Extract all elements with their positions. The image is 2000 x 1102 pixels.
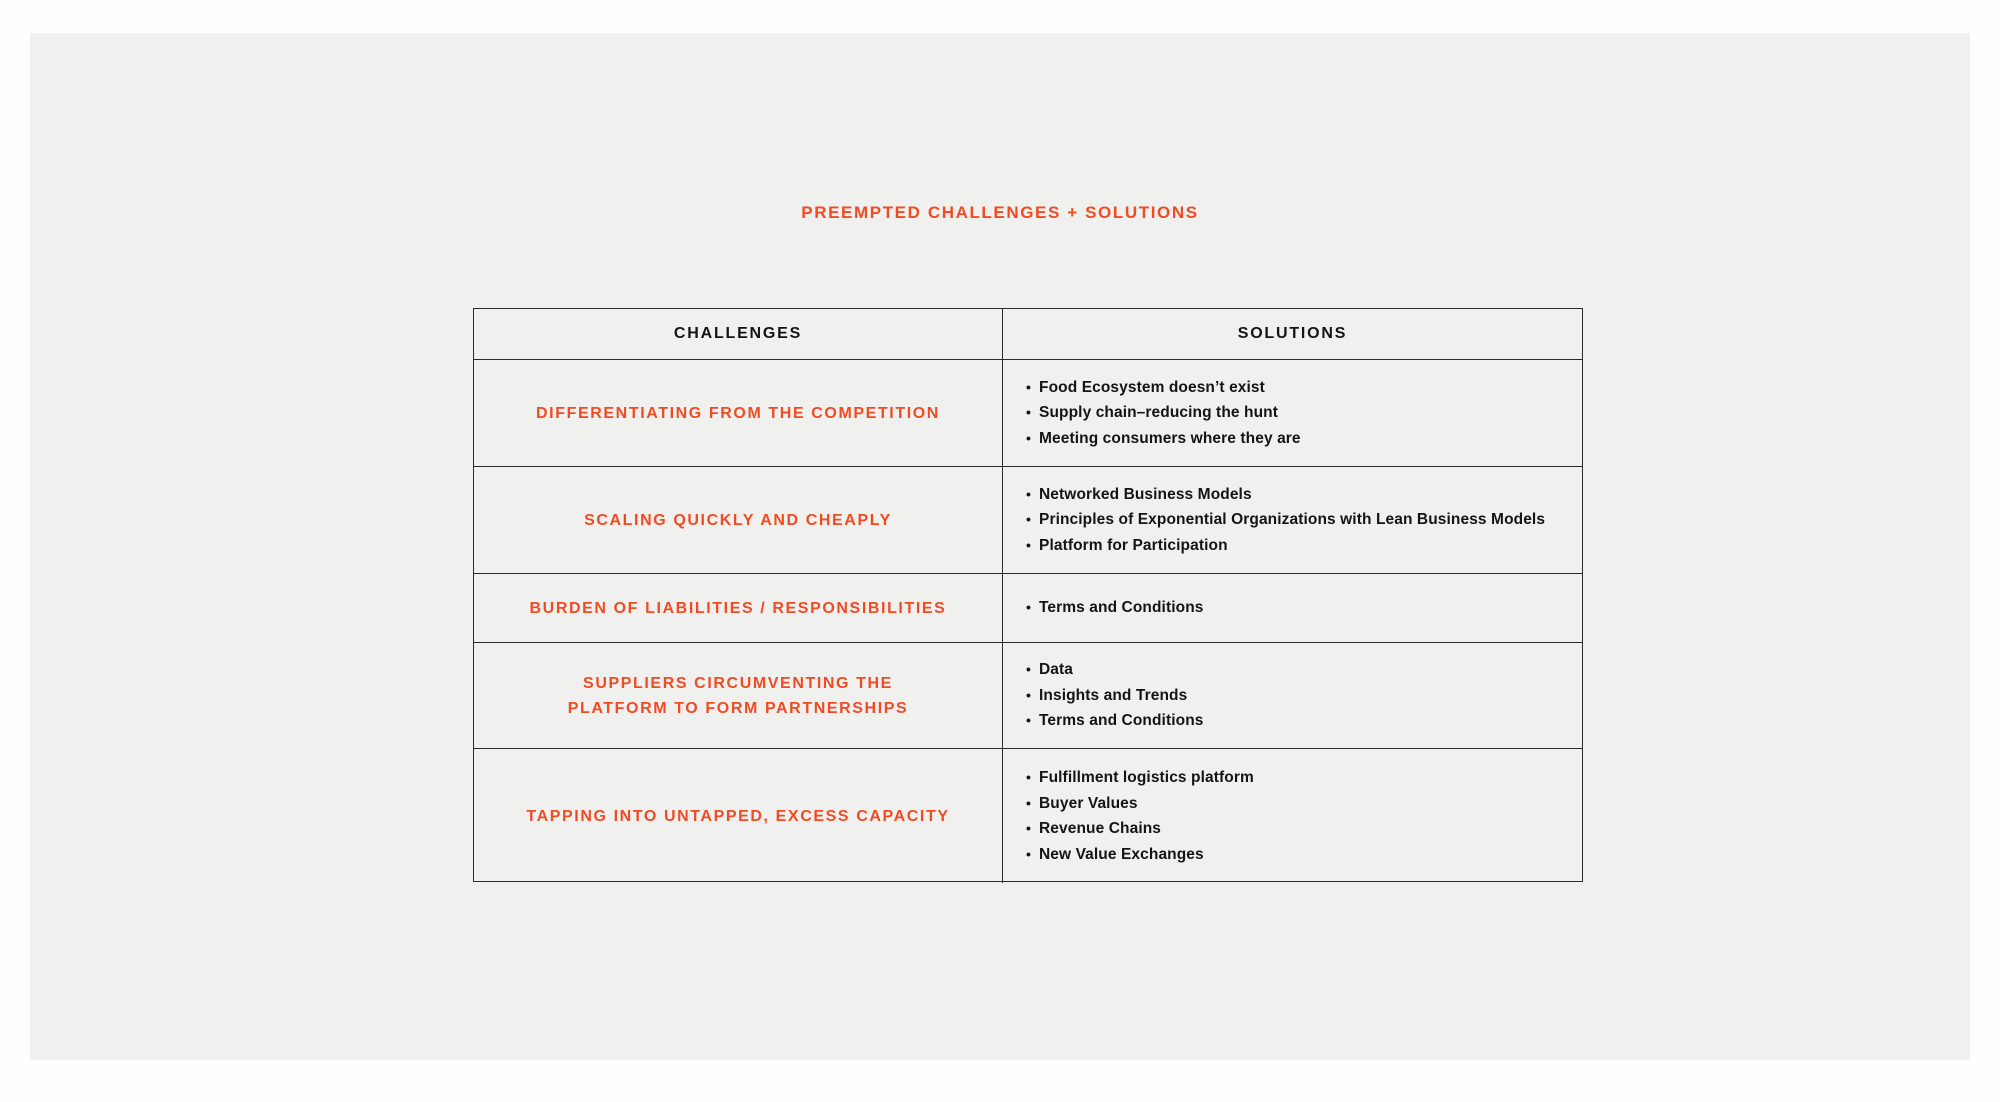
bullet-icon: •: [1026, 404, 1032, 421]
solution-text: Fulfillment logistics platform: [1039, 769, 1254, 786]
challenge-cell: [474, 643, 1003, 749]
bullet-icon: •: [1026, 712, 1032, 729]
bullet-icon: •: [1026, 378, 1032, 395]
slide-title: PREEMPTED CHALLENGES + SOLUTIONS: [801, 203, 1199, 222]
bullet-icon: •: [1026, 845, 1032, 862]
solution-text: Terms and Conditions: [1039, 599, 1204, 617]
bullet-icon: •: [1026, 536, 1032, 553]
solution-item: [1026, 683, 1568, 709]
solutions-cell: [1003, 467, 1582, 574]
solution-text: Buyer Values: [1039, 794, 1138, 812]
challenge-label: SUPPLIERS CIRCUMVENTING THE: [583, 674, 893, 692]
solutions-cell: [1003, 749, 1582, 883]
challenge-cell: [474, 574, 1003, 643]
column-header-challenges: CHALLENGES: [474, 309, 1003, 360]
solution-item: [1026, 400, 1568, 426]
solution-text: Data: [1039, 661, 1074, 679]
bullet-icon: •: [1026, 429, 1032, 446]
solutions-cell: [1003, 360, 1582, 467]
challenge-cell: [474, 749, 1003, 883]
slide-page-background: [30, 33, 1970, 1060]
bullet-icon: •: [1026, 511, 1032, 528]
solution-text: Principles of Exponential Organizations with Lean Business Models: [1039, 511, 1546, 529]
bullet-icon: •: [1026, 794, 1032, 811]
bullet-icon: •: [1026, 686, 1032, 703]
solution-text: Platform for Participation: [1039, 536, 1228, 554]
challenge-label: DIFFERENTIATING FROM THE COMPETITION: [536, 404, 940, 422]
challenge-label: BURDEN OF LIABILITIES / RESPONSIBILITIES: [529, 599, 947, 617]
challenges-solutions-table: [473, 308, 1583, 882]
column-header-solutions: SOLUTIONS: [1003, 309, 1582, 360]
solution-text: Networked Business Models: [1039, 485, 1252, 503]
challenge-cell: [474, 467, 1003, 574]
solution-text: Terms and Conditions: [1039, 712, 1204, 730]
solution-text: Revenue Chains: [1039, 820, 1162, 837]
challenge-label: PLATFORM TO FORM PARTNERSHIPS: [567, 699, 909, 717]
bullet-icon: •: [1026, 820, 1032, 836]
solution-item: [1026, 426, 1568, 452]
challenge-label: TAPPING INTO UNTAPPED, EXCESS CAPACITY: [526, 807, 950, 825]
solution-item: [1026, 657, 1568, 683]
solutions-cell: [1003, 643, 1582, 749]
solution-item: [1026, 765, 1568, 791]
solution-item: [1026, 791, 1568, 817]
challenge-cell: [474, 360, 1003, 467]
solution-item: [1026, 842, 1568, 868]
solution-item: [1026, 595, 1568, 621]
solution-item: [1026, 482, 1568, 508]
solution-text: Supply chain–reducing the hunt: [1039, 404, 1278, 422]
solution-item: [1026, 507, 1568, 533]
bullet-icon: •: [1026, 661, 1032, 678]
solution-item: [1026, 816, 1568, 842]
solution-text: New Value Exchanges: [1039, 845, 1204, 863]
bullet-icon: •: [1026, 599, 1032, 616]
bullet-icon: •: [1026, 485, 1032, 502]
challenge-label: SCALING QUICKLY AND CHEAPLY: [584, 511, 892, 529]
solution-item: [1026, 375, 1568, 401]
solution-text: Meeting consumers where they are: [1039, 429, 1301, 447]
solution-item: [1026, 533, 1568, 559]
solutions-cell: [1003, 574, 1582, 643]
solution-item: [1026, 708, 1568, 734]
solution-text: Food Ecosystem doesn’t exist: [1039, 378, 1265, 396]
bullet-icon: •: [1026, 769, 1032, 785]
solution-text: Insights and Trends: [1039, 686, 1188, 704]
